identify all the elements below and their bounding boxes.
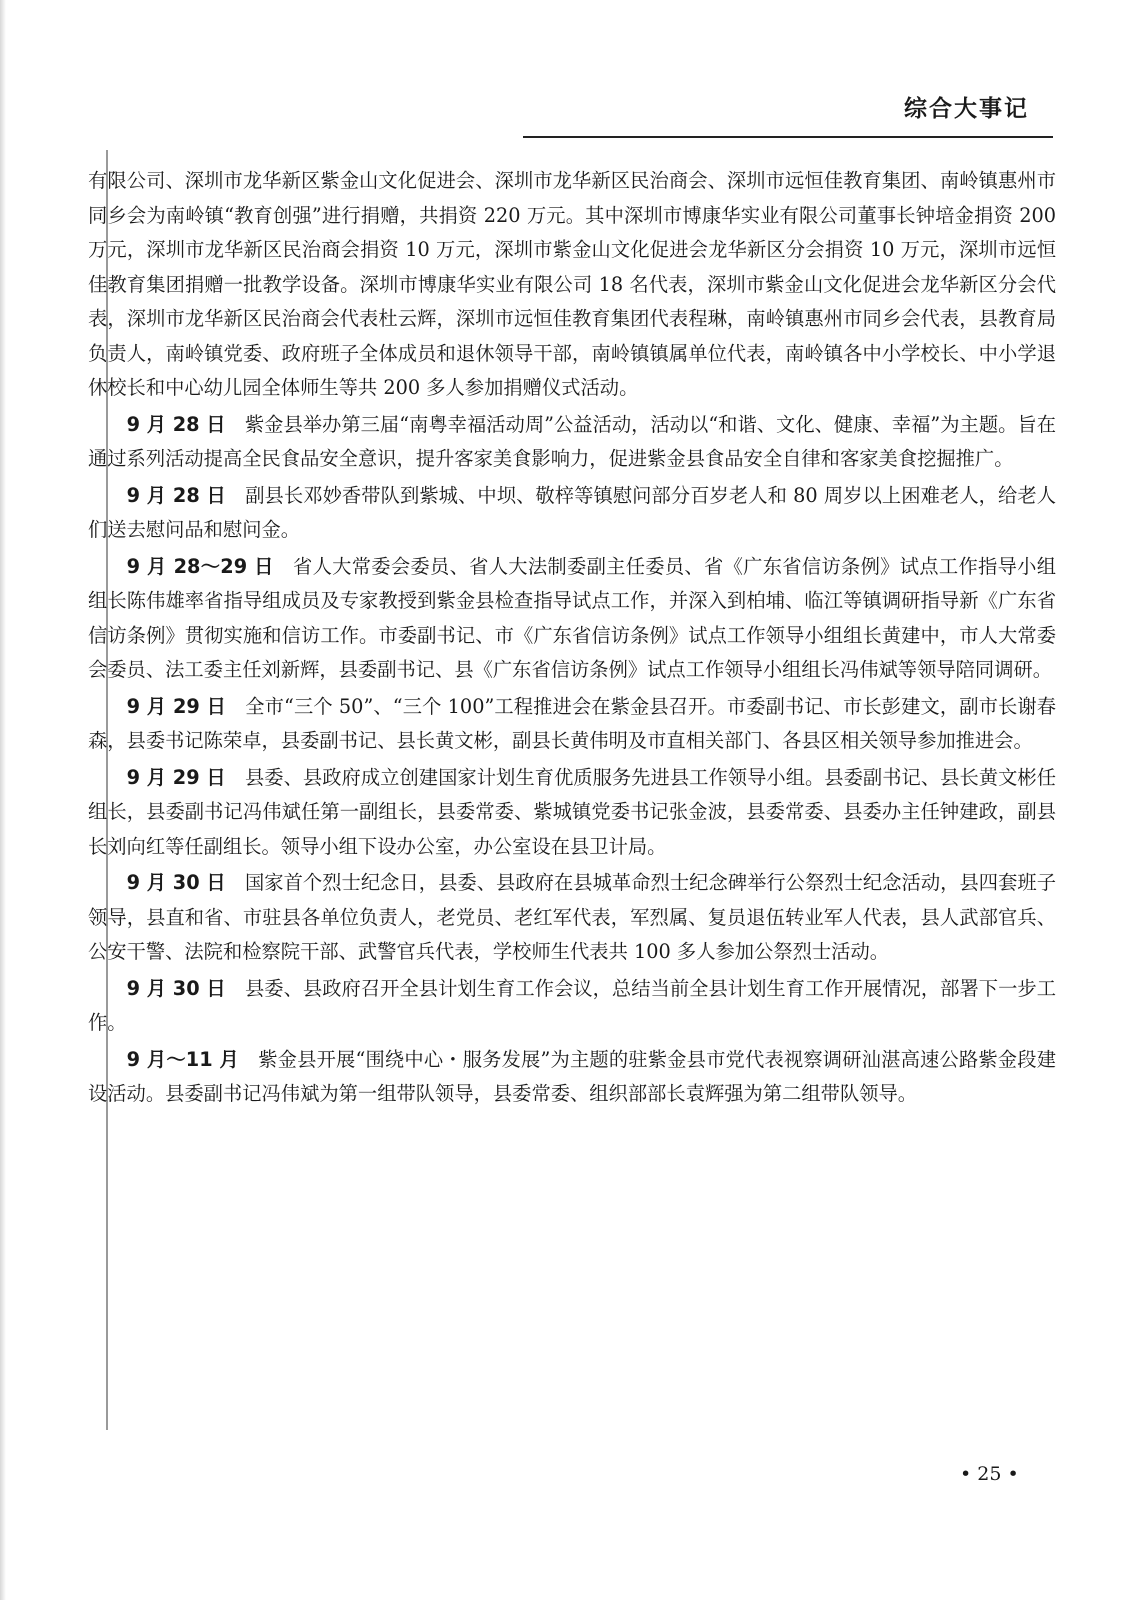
page-number: • 25 • (960, 1463, 1019, 1485)
running-header-title: 综合大事记 (904, 96, 1029, 122)
entry-text: 副县长邓妙香带队到紫城、中坝、敬梓等镇慰问部分百岁老人和 80 周岁以上困难老人，给老人们送去慰问品和慰问金。 (88, 483, 1056, 541)
entry-text: 省人大常委会委员、省人大法制委副主任委员、省《广东省信访条例》试点工作指导小组组长陈伟雄率省指导组成员及专家教授到紫金县检查指导试点工作，并深入到柏埔、临江等镇调研指导新《广东省信访条例》贯彻实施和信访工作。市委副书记、市《广东省信访条例》试点工作领导小组组长黄建中，市人大常委会委员、法工委主任刘新辉，县委副书记、县《广东省信访条例》试点工作领导小组组长冯伟斌等领导陪同调研。 (88, 554, 1057, 681)
entry-sep-30-a (88, 866, 1056, 970)
entry-text: 紫金县举办第三届“南粤幸福活动周”公益活动，活动以“和谐、文化、健康、幸福”为主题。旨在通过系列活动提高全民食品安全意识，提升客家美食影响力，促进紫金县食品安全自律和客家美食挖掘推广。 (88, 412, 1056, 470)
entry-date: 9 月 30 日 (126, 976, 226, 1000)
entry-continuation (88, 164, 1056, 406)
document-body (88, 164, 1056, 1114)
entry-date: 9 月 30 日 (126, 871, 226, 894)
entry-date: 9 月 28 日 (126, 483, 226, 507)
entry-sep-29-a (88, 690, 1056, 759)
entry-sep-30-b (88, 972, 1056, 1041)
entry-text: 县委、县政府成立创建国家计划生育优质服务先进县工作领导小组。县委副书记、县长黄文彬任组长，县委副书记冯伟斌任第一副组长，县委常委、紫城镇党委书记张金波，县委常委、县委办主任钟建政，副县长刘向红等任副组长。领导小组下设办公室，办公室设在县卫计局。 (88, 765, 1057, 858)
entry-sep-28-29 (88, 550, 1056, 688)
scan-edge (0, 0, 6, 1600)
entry-sep-29-b (88, 761, 1056, 865)
entry-text: 全市“三个 50”、“三个 100”工程推进会在紫金县召开。市委副书记、市长彭建文，副市长谢春森，县委书记陈荣卓，县委副书记、县长黄文彬，副县长黄伟明及市直相关部门、各县区相关领导参加推进会。 (88, 694, 1056, 752)
entry-sep-nov (88, 1043, 1056, 1112)
entry-text: 县委、县政府召开全县计划生育工作会议，总结当前全县计划生育工作开展情况，部署下一步工作。 (88, 976, 1057, 1034)
entry-text: 国家首个烈士纪念日，县委、县政府在县城革命烈士纪念碑举行公祭烈士纪念活动，县四套班子领导，县直和省、市驻县各单位负责人，老党员、老红军代表，军烈属、复员退伍转业军人代表，县人武部官兵、公安干警、法院和检察院干部、武警官兵代表，学校师生代表共 100 多人参加公祭烈士活动。 (88, 871, 1057, 963)
entry-text: 有限公司、深圳市龙华新区紫金山文化促进会、深圳市龙华新区民治商会、深圳市远恒佳教育集团、南岭镇惠州市同乡会为南岭镇“教育创强”进行捐赠，共捐资 220 万元。其中深圳市博康华实业有限公司董事长钟培金捐资 200 万元，深圳市龙华新区民治商会捐资 10 万元，深圳市紫金山文化促进会龙华新区分会捐资 10 万元，深圳市远恒佳教育集团捐赠一批教学设备。深圳市博康华实业有限公司 18 名代表，深圳市紫金山文化促进会龙华新区分会代表，深圳市龙华新区民治商会代表杜云辉，深圳市远恒佳教育集团代表程琳，南岭镇惠州市同乡会代表，县教育局负责人，南岭镇党委、政府班子全体成员和退休领导干部，南岭镇镇属单位代表，南岭镇各中小学校长、中小学退休校长和中心幼儿园全体师生等共 200 多人参加捐赠仪式活动。 (88, 169, 1056, 399)
header-rule (523, 136, 1053, 138)
entry-text: 紫金县开展“围绕中心・服务发展”为主题的驻紫金县市党代表视察调研汕湛高速公路紫金段建设活动。县委副书记冯伟斌为第一组带队领导，县委常委、组织部部长袁辉强为第二组带队领导。 (88, 1047, 1056, 1105)
entry-sep-28-b (88, 479, 1056, 548)
entry-date: 9 月～11 月 (126, 1047, 239, 1071)
entry-date: 9 月 29 日 (126, 765, 226, 789)
entry-sep-28-a (88, 408, 1056, 477)
entry-date: 9 月 29 日 (126, 694, 226, 718)
entry-date: 9 月 28 日 (126, 412, 226, 436)
entry-date: 9 月 28～29 日 (126, 554, 274, 578)
